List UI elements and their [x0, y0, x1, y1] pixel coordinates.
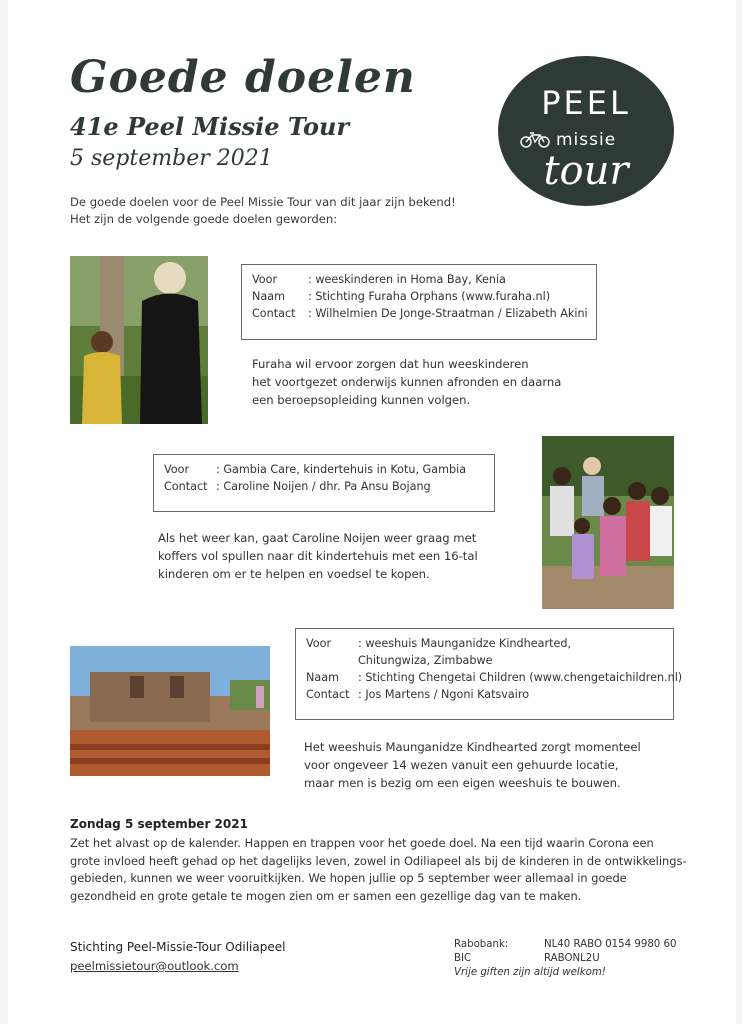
footer-organization: Stichting Peel-Missie-Tour Odiliapeel	[70, 940, 286, 954]
intro-line: De goede doelen voor de Peel Missie Tour van dit jaar zijn bekend!	[70, 195, 456, 209]
bicycle-icon	[520, 132, 550, 148]
page-title: Goede doelen	[70, 52, 416, 103]
charity-3-description	[304, 738, 641, 792]
info-key: Naam	[252, 290, 285, 303]
info-value: Chitungwiza, Zimbabwe	[358, 654, 493, 667]
description-line: een beroepsopleiding kunnen volgen.	[252, 393, 471, 407]
document-page	[8, 0, 736, 1024]
info-key	[306, 652, 358, 669]
info-key: Contact	[306, 688, 350, 701]
info-row	[164, 461, 484, 478]
logo-text-tour: tour	[543, 148, 629, 194]
event-date: 5 september 2021	[70, 146, 273, 171]
info-value: : Stichting Chengetai Children (www.chengetaichildren.nl)	[358, 671, 683, 684]
info-row	[306, 686, 663, 703]
charity-3-info	[295, 628, 683, 720]
info-key: Voor	[252, 273, 278, 286]
info-row	[306, 635, 663, 652]
footer-email-link[interactable]: peelmissietour@outlook.com	[70, 959, 239, 973]
charity-1-info	[241, 264, 597, 340]
info-value: : Stichting Furaha Orphans (www.furaha.nl)	[308, 290, 551, 303]
info-value: : Jos Martens / Ngoni Katsvairo	[358, 688, 530, 701]
info-key: Contact	[252, 307, 296, 320]
description-line: Het weeshuis Maunganidze Kindhearted zorgt momenteel	[304, 740, 641, 754]
description-line: voor ongeveer 14 wezen vanuit een gehuurde locatie,	[304, 758, 619, 772]
sunday-line: gebieden, kunnen we weer vooruitkijken. We hopen jullie op 5 september weer allemaal in goede	[70, 871, 627, 885]
info-row	[252, 271, 586, 288]
logo-text-peel: PEEL	[541, 84, 631, 122]
info-row	[164, 478, 484, 495]
sunday-text	[70, 835, 687, 905]
info-value: : weeshuis Maunganidze Kindhearted,	[358, 637, 571, 650]
description-line: Als het weer kan, gaat Caroline Noijen weer graag met	[158, 531, 477, 545]
info-row	[306, 669, 683, 686]
peel-missie-tour-logo	[498, 56, 674, 206]
info-value: : weeskinderen in Homa Bay, Kenia	[308, 273, 506, 286]
photo-building-construction	[70, 646, 270, 776]
info-row	[252, 288, 586, 305]
sunday-line: gezondheid en grote getale te mogen zien om er samen een gezellige dag van te maken.	[70, 888, 582, 903]
page-subtitle: 41e Peel Missie Tour	[70, 112, 350, 141]
charity-1-description	[252, 355, 561, 409]
info-value: : Gambia Care, kindertehuis in Kotu, Gambia	[216, 463, 467, 476]
intro-text	[70, 194, 490, 228]
info-key: Naam	[306, 671, 339, 684]
bank-label: Rabobank:	[454, 939, 509, 950]
info-key: Voor	[164, 463, 190, 476]
bank-account: NL40 RABO 0154 9980 60	[544, 939, 677, 950]
photo-maunganidze	[70, 646, 270, 776]
logo-text-missie: missie	[556, 130, 617, 150]
donation-note: Vrije giften zijn altijd welkom!	[454, 967, 606, 978]
info-key: Voor	[306, 637, 332, 650]
info-value: : Wilhelmien De Jonge-Straatman / Elizabeth Akini	[308, 307, 588, 320]
info-value: : Caroline Noijen / dhr. Pa Ansu Bojang	[216, 480, 431, 493]
photo-woman-with-child	[70, 256, 208, 424]
photo-gambia-care	[542, 436, 674, 609]
description-line: kinderen om er te helpen en voedsel te kopen.	[158, 567, 430, 581]
bic-label: BIC	[454, 953, 472, 964]
info-row	[306, 652, 663, 669]
description-line: het voortgezet onderwijs kunnen afronden en daarna	[252, 375, 562, 389]
description-line: koffers vol spullen naar dit kindertehuis met een 16-tal	[158, 549, 478, 563]
info-row	[252, 305, 586, 322]
description-line: maar men is bezig om een eigen weeshuis te bouwen.	[304, 776, 621, 790]
intro-line: Het zijn de volgende goede doelen geworden:	[70, 212, 338, 226]
description-line: Furaha wil ervoor zorgen dat hun weeskinderen	[252, 357, 529, 371]
sunday-heading: Zondag 5 september 2021	[70, 817, 248, 831]
bic-value: RABONL2U	[544, 953, 600, 964]
photo-group-of-children	[542, 436, 674, 609]
photo-furaha	[70, 256, 208, 424]
sunday-line: Zet het alvast op de kalender. Happen en trappen voor het goede doel. Na een tijd waarin Corona een	[70, 836, 654, 850]
charity-2-description	[158, 529, 478, 583]
charity-2-info	[153, 454, 495, 512]
info-key: Contact	[164, 480, 208, 493]
sunday-line: grote invloed heeft gehad op het dagelijks leven, zowel in Odiliapeel als bij de kinderen in de ontwikkelings-	[70, 853, 687, 868]
